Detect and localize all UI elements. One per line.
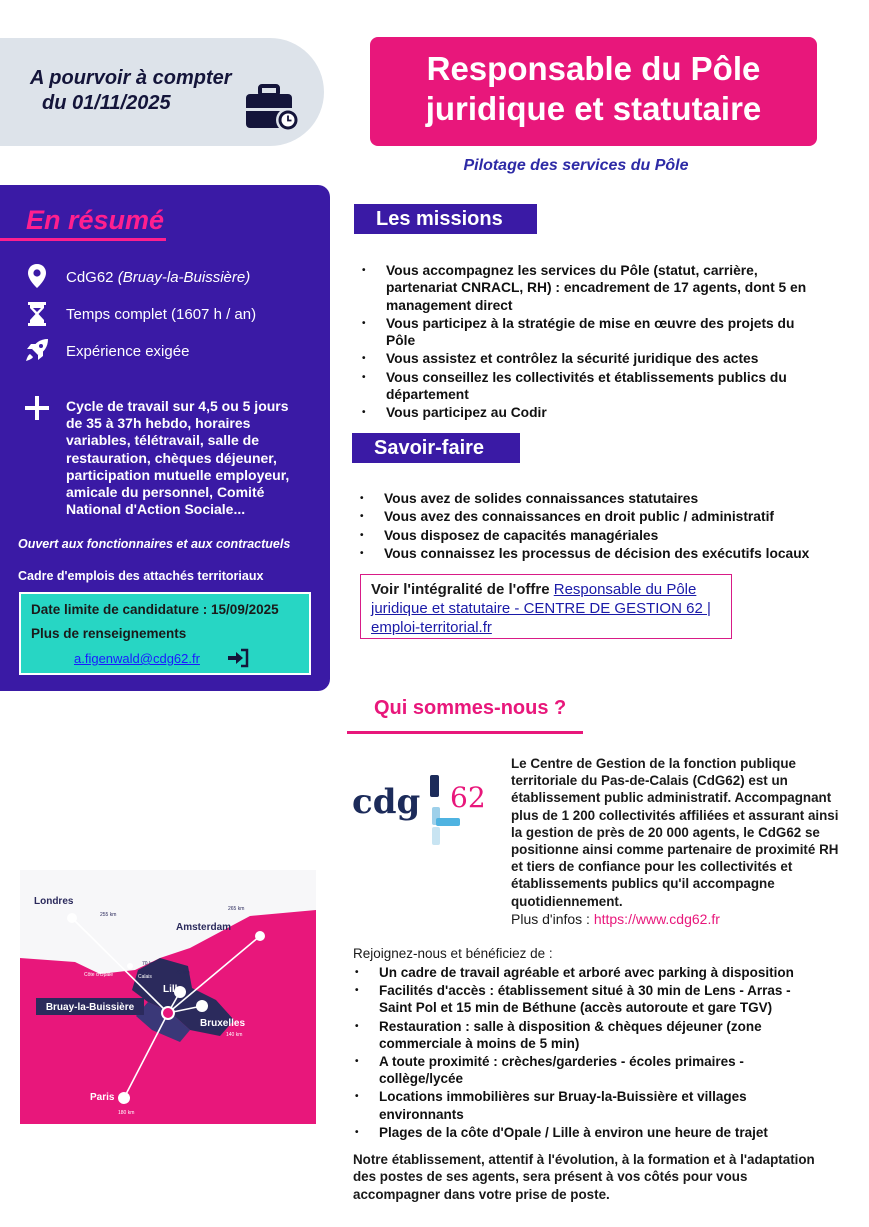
map-distance: 265 km (228, 906, 245, 912)
list-item: • Vous assistez et contrôlez la sécurité juridique des actes (360, 350, 810, 367)
join-benefits-list (353, 964, 813, 1142)
list-item: • A toute proximité : crèches/garderies - écoles primaires - collège/lycée (353, 1053, 813, 1087)
map-small-label: Calais (138, 974, 152, 980)
closing-text: Notre établissement, attentif à l'évolution, à la formation et à l'adaptation des postes de ses agents, sera présent à vos côtés pour vous accompagner dans votre prise de poste. (353, 1152, 815, 1202)
website-link[interactable]: https://www.cdg62.fr (593, 911, 720, 927)
map-city-label: Bruxelles (200, 1018, 246, 1029)
join-intro: Rejoignez-nous et bénéficiez de : (353, 946, 553, 961)
hourglass-icon (24, 301, 50, 327)
map-city-label: Paris (90, 1092, 115, 1103)
summary-title: En résumé (26, 205, 165, 235)
availability-banner (0, 38, 324, 146)
list-item: • Vous conseillez les collectivités et établissements publics du département (360, 369, 810, 404)
job-subtitle: Pilotage des services du Pôle (463, 157, 689, 174)
about-more-label: Plus d'infos : (511, 911, 594, 927)
sign-in-arrow-icon[interactable] (227, 648, 249, 668)
availability-line-2: du 01/11/2025 (42, 92, 171, 114)
briefcase-clock-icon (244, 84, 302, 134)
about-more-info (511, 911, 720, 927)
list-item: • Vous accompagnez les services du Pôle (statut, carrière, partenariat CNRACL, RH) : encadrement de 17 agents, dont 5 en management direct (360, 262, 810, 314)
list-item: • Vous connaissez les processus de décision des exécutifs locaux (358, 545, 818, 562)
summary-open-to: Ouvert aux fonctionnaires et aux contractuels (18, 537, 291, 551)
map-city-label: Lille (163, 984, 184, 995)
skills-heading: Savoir-faire (352, 433, 520, 463)
logo-62-text: 62 (450, 781, 486, 814)
summary-location (66, 269, 250, 286)
offer-lead-text: Voir l'intégralité de l'offre (371, 581, 550, 598)
about-heading-underline (347, 731, 583, 734)
location-map (20, 870, 316, 1124)
summary-cadre: Cadre d'emplois des attachés territoriaux (18, 569, 264, 583)
contact-email-link[interactable]: a.figenwald@cdg62.fr (74, 651, 200, 666)
offer-link[interactable]: Responsable du Pôle juridique et statutaire - CENTRE DE GESTION 62 | emploi-territorial.fr (371, 581, 711, 636)
job-title-line-2: juridique et statutaire (425, 90, 762, 127)
list-item: • Un cadre de travail agréable et arboré avec parking à disposition (353, 964, 813, 981)
map-distance: 255 km (100, 912, 117, 918)
missions-list (360, 262, 810, 423)
summary-location-city: (Bruay-la-Buissière) (117, 269, 251, 286)
availability-line-1: A pourvoir à compter (30, 67, 232, 89)
list-item: • Vous disposez de capacités managériales (358, 527, 818, 544)
list-item: • Restauration : salle à disposition & chèques déjeuner (zone commerciale à moins de 5 min) (353, 1018, 813, 1052)
list-item: • Vous avez de solides connaissances statutaires (358, 490, 818, 507)
deadline-text: Date limite de candidature : 15/09/2025 (31, 602, 279, 617)
summary-benefits: Cycle de travail sur 4,5 ou 5 jours de 35 à 37h hebdo, horaires variables, télétravail, salle de restauration, chèques déjeuner, participation mutuelle employeur, amicale du personnel, Comité National d'Action Sociale... (66, 398, 290, 518)
list-item: • Plages de la côte d'Opale / Lille à environ une heure de trajet (353, 1124, 813, 1141)
map-small-label: Côte d'Opale (84, 972, 114, 978)
summary-working-time: Temps complet (1607 h / an) (66, 306, 257, 323)
skills-list (358, 490, 818, 563)
map-distance: 70 km (142, 961, 156, 967)
map-city-label: Amsterdam (176, 922, 232, 933)
map-center-label: Bruay-la-Buissière (45, 1002, 135, 1013)
more-info-label: Plus de renseignements (31, 626, 187, 641)
list-item: • Vous participez à la stratégie de mise en œuvre des projets du Pôle (360, 315, 810, 350)
map-city-label: Londres (34, 896, 74, 907)
job-title (370, 37, 817, 146)
job-title-line-1: Responsable du Pôle (426, 50, 761, 87)
list-item: • Vous participez au Codir (360, 404, 810, 421)
missions-heading: Les missions (354, 204, 537, 234)
map-distance: 140 km (226, 1032, 243, 1038)
deadline-box (19, 592, 311, 675)
summary-title-underline (0, 238, 166, 241)
list-item: • Vous avez des connaissances en droit public / administratif (358, 508, 818, 525)
cdg62-logo (352, 775, 492, 847)
about-text: Le Centre de Gestion de la fonction publique territoriale du Pas-de-Calais (CdG62) est un établissement public administratif. Accompagnant plus de 1 200 collectivités affiliées et assurant ainsi la gestion de près de 20 000 agents, le CdG62 se positionne ainsi comme partenaire de proximité RH et tiers de confiance pour les collectivités et établissements publics qu'il accompagne quotidiennement. (511, 756, 839, 909)
summary-experience: Expérience exigée (66, 343, 190, 360)
rocket-icon (24, 337, 50, 363)
plus-icon (24, 395, 50, 421)
about-heading: Qui sommes-nous ? (374, 697, 567, 719)
offer-link-box (360, 574, 732, 639)
location-pin-icon (24, 263, 50, 289)
availability-text (30, 66, 232, 116)
logo-cdg-text: cdg (352, 782, 421, 822)
list-item: • Facilités d'accès : établissement situé à 30 min de Lens - Arras - Saint Pol et 15 min de Béthune (accès autoroute et gare TGV) (353, 982, 813, 1016)
map-distance: 40 km (176, 970, 190, 976)
summary-panel (0, 185, 330, 691)
list-item: • Locations immobilières sur Bruay-la-Buissière et villages environnants (353, 1088, 813, 1122)
summary-location-name: CdG62 (66, 269, 118, 286)
map-distance: 180 km (118, 1110, 135, 1116)
